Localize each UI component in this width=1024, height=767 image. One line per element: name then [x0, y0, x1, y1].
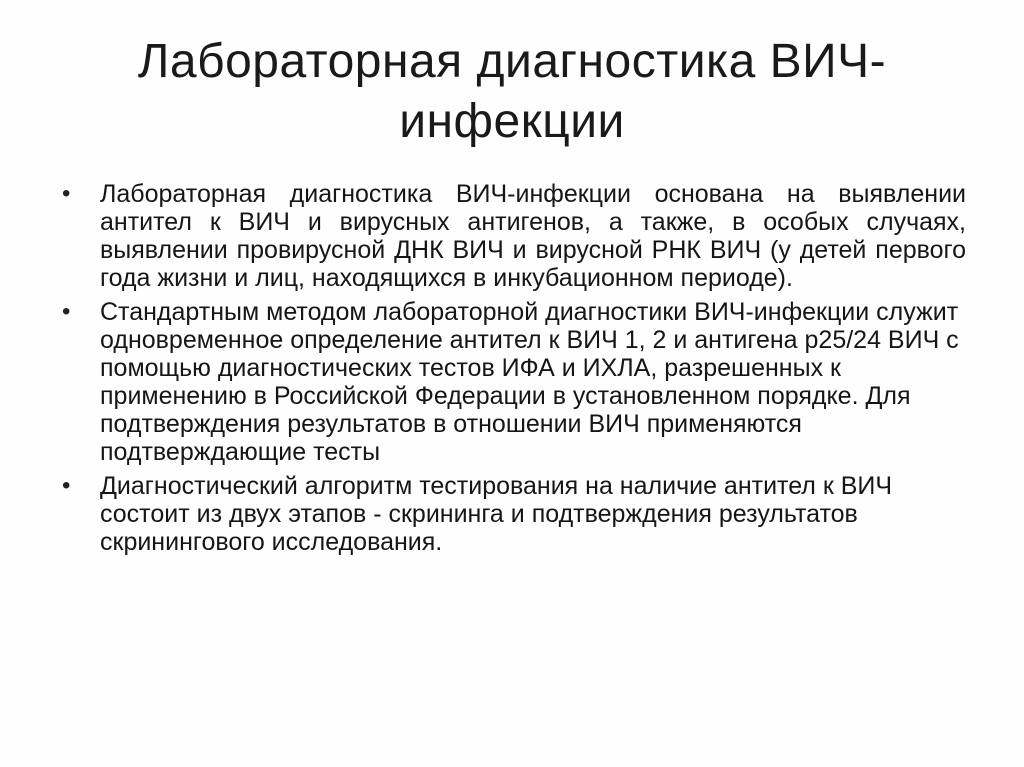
bullet-icon: • — [62, 298, 71, 325]
bullet-list — [60, 180, 966, 562]
bullet-item — [60, 180, 966, 292]
bullet-item — [60, 298, 966, 466]
bullet-text: Диагностический алгоритм тестирования на наличие антител к ВИЧ состоит из двух этапов - скрининга и подтверждения результатов скринингового исследования. — [100, 472, 893, 556]
bullet-item — [60, 472, 966, 556]
bullet-text: Лабораторная диагностика ВИЧ-инфекции основана на выявлении антител к ВИЧ и вирусных антигенов, а также, в особых случаях, выявлении провирусной ДНК ВИЧ и вирусной РНК ВИЧ (у детей первого года жизни и лиц, находящихся в инкубационном периоде). — [100, 180, 966, 292]
slide-title: Лабораторная диагностика ВИЧ-инфекции — [137, 35, 887, 148]
bullet-icon: • — [62, 472, 71, 499]
bullet-icon: • — [62, 180, 71, 207]
bullet-text: Стандартным методом лабораторной диагностики ВИЧ-инфекции служит одновременное определение антител к ВИЧ 1, 2 и антигена р25/24 ВИЧ с помощью диагностических тестов ИФА и ИХЛА, разрешенных к применению в Российской Федерации в установленном порядке. Для подтверждения результатов в отношении ВИЧ применяются подтверждающие тесты — [100, 298, 959, 466]
